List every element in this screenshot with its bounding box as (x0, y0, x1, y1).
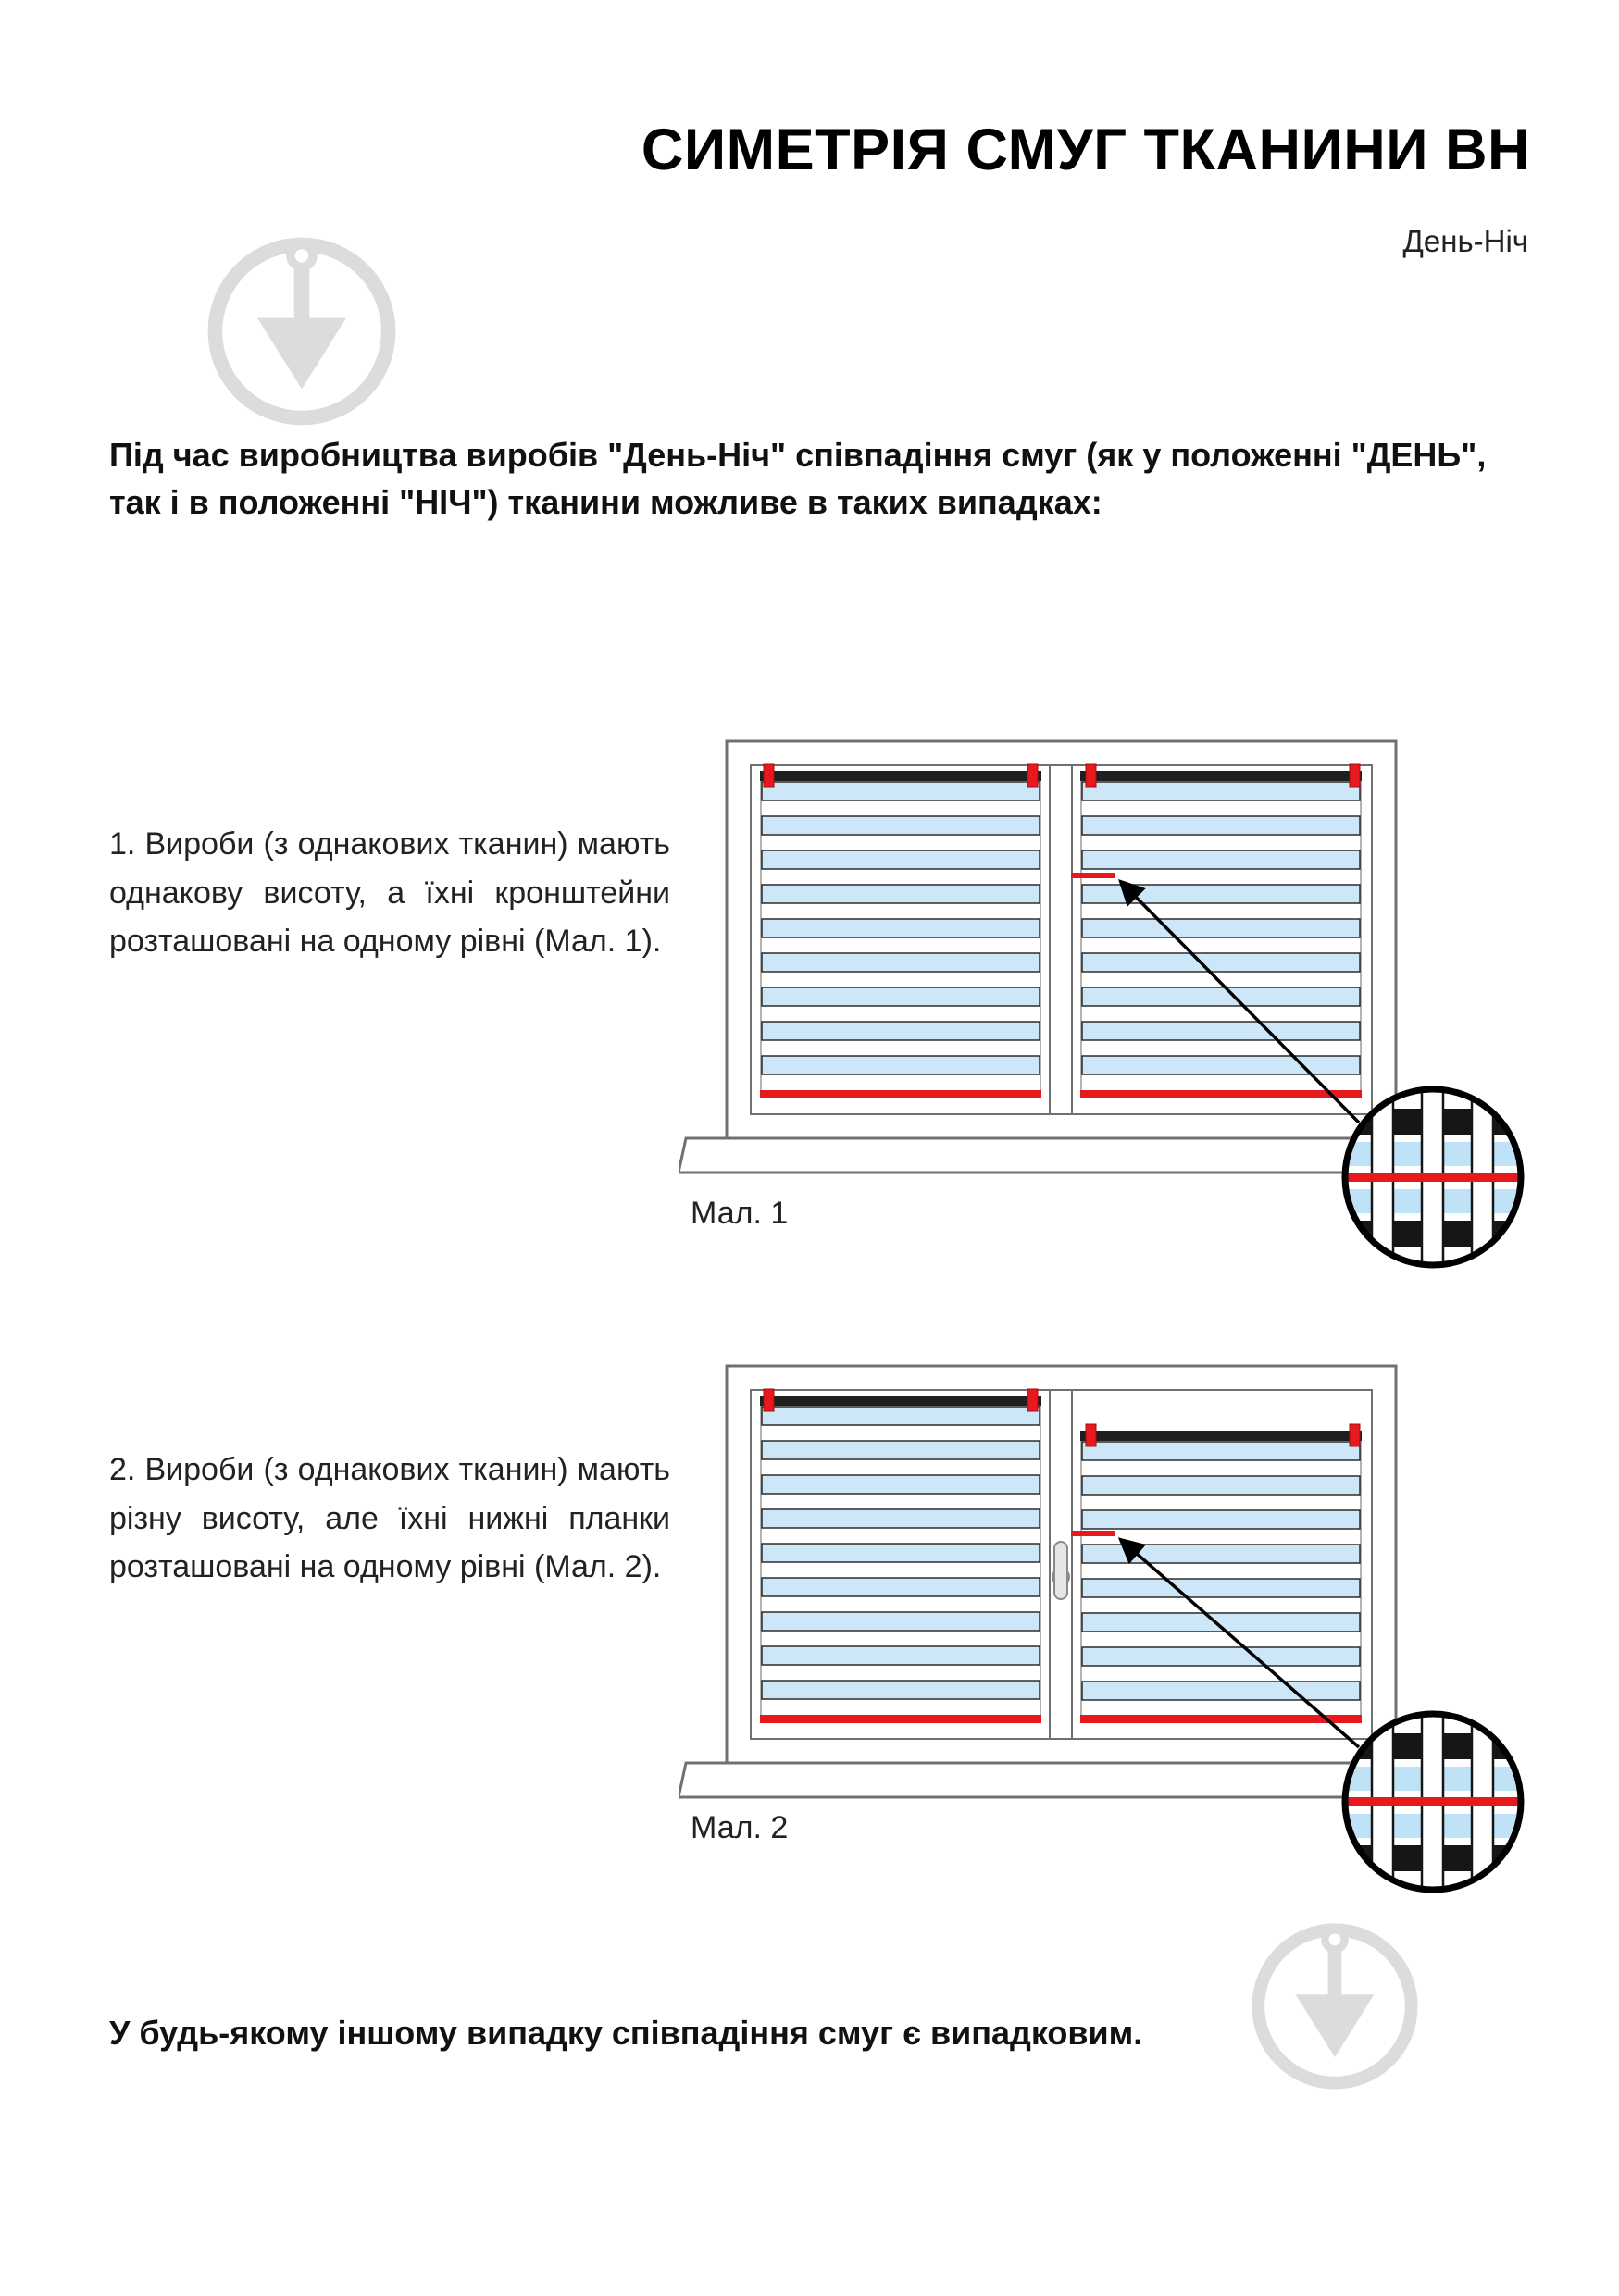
section-2-text: 2. Вироби (з однакових тканин) мають різну висоту, але їхні нижні планки розташовані на одному рівні (Мал. 2). (109, 1452, 670, 1585)
window-sill (679, 1138, 1456, 1173)
figure-1-caption: Мал. 1 (691, 1196, 789, 1231)
brand-watermark-logo (1237, 1908, 1433, 2104)
window-sill (679, 1763, 1456, 1797)
footer-note: У будь-якому іншому випадку співпадіння смуг є випадковим. (109, 2014, 1143, 2052)
figure-2-caption: Мал. 2 (691, 1810, 789, 1845)
brand-watermark-logo (191, 220, 413, 442)
window-handle (1052, 1542, 1069, 1599)
stripe-alignment-mark (1071, 873, 1115, 878)
figure-2-illustration (679, 1359, 1527, 1903)
intro-paragraph: Під час виробництва виробів "День-Ніч" співпадіння смуг (як у положенні "ДЕНЬ", так і в положенні "НІЧ") тканини можливе в таких випадках: (109, 436, 1487, 522)
section-1-text: 1. Вироби (з однакових тканин) мають однакову висоту, а їхні кронштейни розташовані на одному рівні (Мал. 1). (109, 826, 670, 960)
page-subtitle: День-Ніч (1402, 224, 1528, 258)
stripe-alignment-mark (1071, 1531, 1115, 1536)
figure-1-illustration (679, 734, 1527, 1278)
page-title: СИМЕТРІЯ СМУГ ТКАНИНИ ВН (641, 118, 1530, 182)
